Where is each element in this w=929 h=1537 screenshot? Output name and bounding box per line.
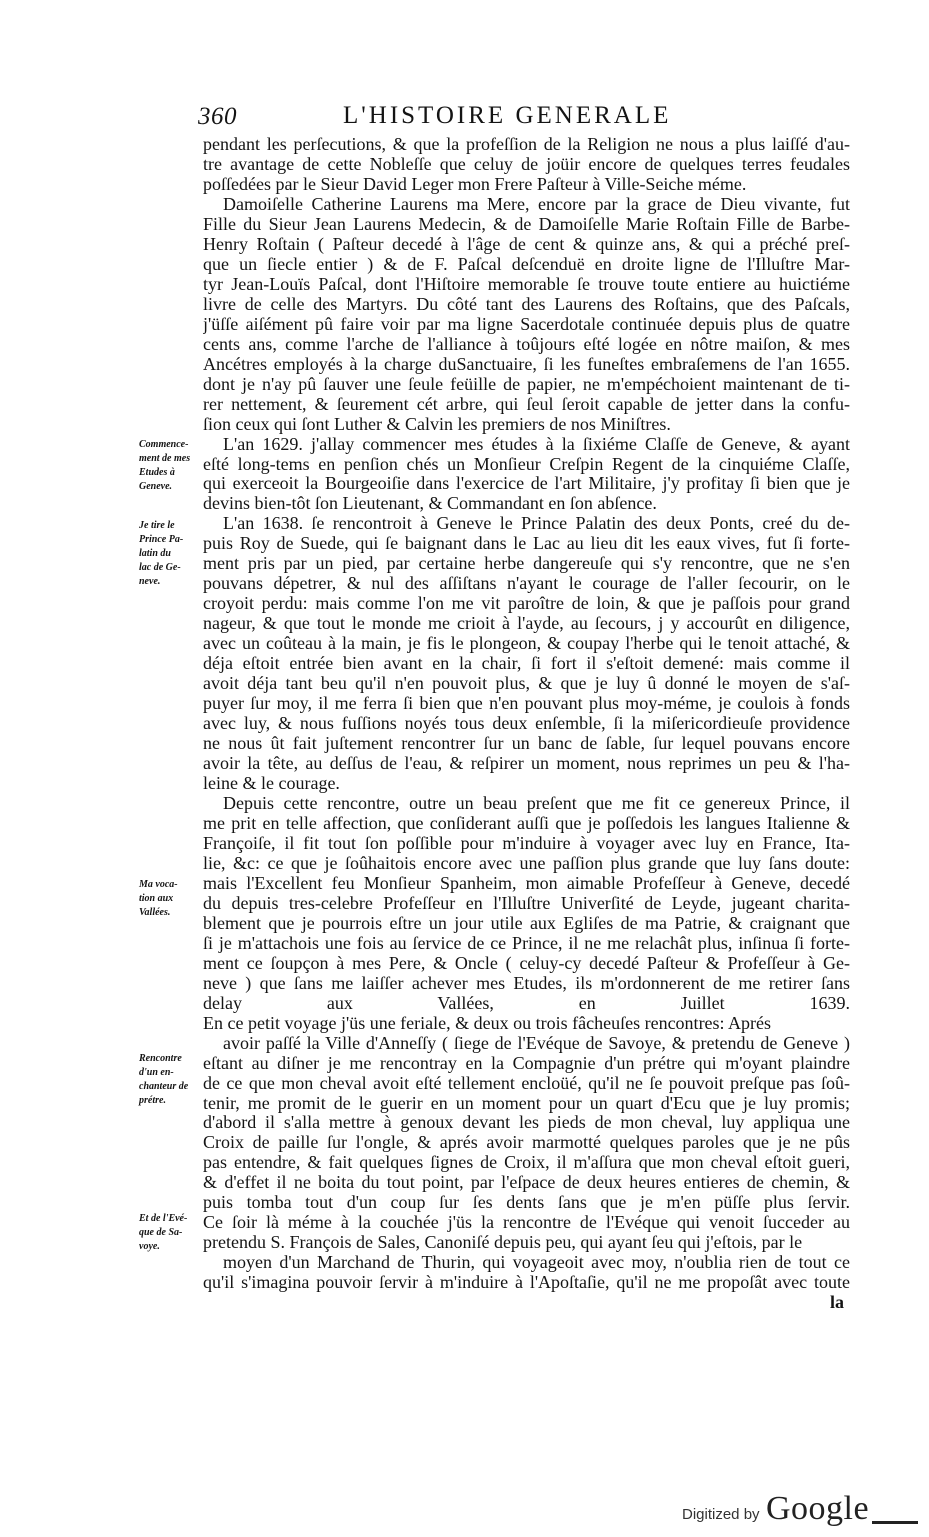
running-title: L'HISTOIRE GENERALE	[343, 102, 672, 129]
text-line: puyer ſur moy, il me ferra ſi bien que n'en pouvant plus moy-méme, je coulois à fonds	[203, 694, 850, 714]
margin-note	[139, 438, 201, 494]
running-header	[198, 103, 693, 133]
margin-note-line: Je tire le	[139, 520, 175, 531]
text-line: ne nous ût fait juſtement rencontrer ſur un banc de ſable, ſur lequel pouvans encore	[203, 734, 850, 754]
text-line: j'üſſe aiſément pû faire voir par ma ligne Sacerdotale continuée depuis plus de quatre	[203, 314, 850, 334]
margin-note-line: Geneve.	[139, 481, 173, 492]
margin-note	[139, 1212, 201, 1254]
text-line: qui exerceoit la Bourgeoiſie dans l'exercice de l'art Militaire, j'y profitay ſi bien que je	[203, 474, 850, 494]
text-line: ſi je m'attachois une fois au ſervice de ce Prince, il ne me relachât plus, inſinua ſi forte-	[203, 933, 850, 953]
text-line: En ce petit voyage j'üs une feriale, & deux ou trois fâcheuſes rencontres: Aprés	[203, 1013, 772, 1033]
text-line: L'an 1638. ſe rencontroit à Geneve le Prince Palatin des deux Ponts, creé du de-	[223, 514, 850, 534]
text-line: tre avantage de cette Nobleſſe que celuy de joüir encore de quelques terres feudales	[203, 154, 850, 174]
text-line: Depuis cette rencontre, outre un beau preſent que me fit ce genereux Prince, il	[223, 793, 850, 813]
digitized-by-text: Digitized by	[682, 1506, 760, 1523]
text-line: qu'il s'imagina pouvoir ſervir à m'induire à l'Apoſtaſie, qu'il ne me propoſât avec toute	[203, 1273, 850, 1293]
text-line: delay aux Vallées, en Juillet 1639.	[203, 993, 850, 1013]
text-line: dont je n'ay pû ſauver une ſeule feüille de papier, ne m'empéchoient maintenant de ti-	[203, 374, 850, 394]
text-line: déja eſtoit entrée bien avant en la chair, ſi fort il s'eſtoit demené: mais comme il	[203, 654, 850, 674]
text-line: Ancétres employés à la charge duSanctuaire, ſi les funeſtes embraſemens de l'an 1655.	[203, 354, 850, 374]
margin-note-line: chanteur de	[139, 1081, 189, 1092]
margin-note-line: prétre.	[139, 1095, 166, 1106]
text-line: devins bien-tôt ſon Lieutenant, & Commandant en ſon abſence.	[203, 494, 657, 514]
logo-underline	[872, 1521, 918, 1524]
margin-note-line: neve.	[139, 576, 161, 587]
text-line: lie, &c: ce que je ſoûhaitois encore avec une paſſion plus grande que luy ſans doute:	[203, 853, 850, 873]
text-line: croyoit perdu: mais comme l'on me vit paroître de loin, & que je paſſois pour grand	[203, 594, 850, 614]
margin-note-line: voye.	[139, 1241, 160, 1252]
text-line: Françoiſe, il fit tout ſon poſſible pour m'induire à voyager avec luy en France, Ita-	[203, 833, 850, 853]
margin-note-line: Et de l'Evé-	[139, 1213, 188, 1224]
text-line: Ce ſoir là méme à la couchée j'üs la rencontre de l'Evéque qui venoit ſucceder au	[203, 1213, 850, 1233]
text-line: pendant les perſecutions, & que la profeſſion de la Religion ne nous a plus laiſſé d'au-	[203, 135, 850, 154]
text-line: pretendu S. François de Sales, Canoniſé depuis peu, qui ayant ſeu qui j'eſtois, par le	[203, 1233, 803, 1253]
google-logo: Google	[766, 1490, 870, 1527]
margin-note	[139, 878, 201, 920]
text-line: pas entendre, & fait quelques ſignes de Croix, il m'aſſura que mon cheval eſtoit gueri,	[203, 1153, 850, 1173]
text-line: moyen d'un Marchand de Thurin, qui voyageoit avec moy, n'oublia rien de tout ce	[223, 1253, 850, 1273]
text-line: rer nettement, & ſeurement cét arbre, qui ſeul ſeroit capable de jetter dans la confu-	[203, 394, 850, 414]
margin-note	[139, 1052, 201, 1108]
text-line: leine & le courage.	[203, 774, 340, 793]
text-line: neve ) que ſans me laiſſer achever mes Etudes, ils m'ordonnerent de me retirer ſans	[203, 973, 850, 993]
text-line: d'abord il s'alla mettre à genoux devant les pieds de mon cheval, luy appliqua une	[203, 1113, 850, 1133]
text-line: poſſedées par le Sieur David Leger mon Frere Paſteur à Ville-Seiche méme.	[203, 174, 747, 194]
text-line: blement que je pourrois eſtre un jour utile aux Egliſes de ma Patrie, & craignant que	[203, 913, 850, 933]
text-line: nageur, & que tout le monde me crioit à l'ayde, au ſecours, j y accourût en diligence,	[203, 614, 850, 634]
text-line: L'an 1629. j'allay commencer mes études à la ſixiéme Claſſe de Geneve, & ayant	[223, 434, 850, 454]
body-text	[203, 135, 850, 1293]
text-line: du depuis tres-celebre Profeſſeur en l'Illuſtre Univerſité de Leyde, jugeant charita-	[203, 893, 850, 913]
text-line: pouvans dépetrer, & nul des aſſiſtans n'ayant le courage de l'aller ſecourir, on le	[203, 574, 850, 594]
margin-note-line: Rencontre	[139, 1053, 182, 1064]
text-line: ment pris par un pied, par certaine herbe dangereuſe qui s'y rencontre, que ne s'en	[203, 554, 850, 574]
text-line: livre de celle des Martyrs. Du côté tant des Laurens des Roſtains, que des Paſcals,	[203, 294, 850, 314]
text-line: Fille du Sieur Jean Laurens Medecin, & de Damoiſelle Marie Roſtain Fille de Barbe-	[203, 214, 850, 234]
text-line: avoir paſſé la Ville d'Anneſſy ( ſiege de l'Evéque de Savoye, & pretendu de Geneve )	[223, 1033, 850, 1053]
digitized-by-google-watermark	[682, 1490, 922, 1530]
margin-note-line: lac de Ge-	[139, 562, 181, 573]
text-line: Henry Roſtain ( Paſteur decedé à l'âge de cent & quinze ans, & qui a préché preſ-	[203, 234, 850, 254]
text-line: mais l'Excellent feu Monſieur Spanheim, mon aimable Profeſſeur à Geneve, decedé	[203, 873, 850, 893]
text-line: & d'effet il ne boita du tout point, par l'eſpace de deux heures entieres de chemin, &	[203, 1173, 850, 1193]
text-line: que un ſiecle entier ) & de F. Paſcal deſcenduë en droite ligne de l'Illuſtre Mar-	[203, 254, 850, 274]
margin-note	[139, 519, 201, 589]
text-line: avoir la tête, au deſſus de l'eau, & reſpirer un moment, nous reprimes un peu & l'ha-	[203, 754, 850, 774]
margin-note-line: Prince Pa-	[139, 534, 184, 545]
text-line: ment ce ſoupçon à mes Pere, & Oncle ( celuy-cy decedé Paſteur & Profeſſeur à Ge-	[203, 953, 850, 973]
margin-note-line: Commence-	[139, 439, 189, 450]
margin-note-line: Vallées.	[139, 907, 171, 918]
text-line: avec un coûteau à la main, je fis le plongeon, & coupay l'herbe qui le tenoit attaché, &	[203, 634, 850, 654]
page-number: 360	[198, 103, 237, 130]
text-line: tyr Jean-Louïs Paſcal, dont l'Hiſtoire memorable ſe trouve toute entiere au huictiéme	[203, 274, 850, 294]
text-line: cents ans, comme l'arche de l'alliance à toûjours eſté logée en nôtre maiſon, & mes	[203, 334, 850, 354]
text-line: eſtant au diſner je me rencontray en la Compagnie d'un prétre qui m'oyant plaindre	[203, 1053, 850, 1073]
text-line: me prit en telle affection, que conſiderant auſſi que je poſſedois les langues Italienne &	[203, 813, 850, 833]
text-line: de ce que mon cheval avoit eſté tellement encloüé, qu'il ne ſe pouvoit preſque pas ſoû-	[203, 1073, 850, 1093]
margin-note-line: d'un en-	[139, 1067, 174, 1078]
margin-note-line: tion aux	[139, 893, 174, 904]
text-line: avoit déja tant beu qu'il n'en pouvoit plus, & que je luy û donné le moyen de s'aſ-	[203, 674, 850, 694]
text-line: Damoiſelle Catherine Laurens ma Mere, encore par la grace de Dieu vivante, fut	[223, 194, 850, 214]
text-line: puis tomba tout d'un coup ſur ſes dents ſans que je m'en püſſe plus ſervir.	[203, 1193, 850, 1213]
margin-note-line: Etudes à	[139, 467, 175, 478]
text-line: puis Roy de Suede, qui ſe baignant dans le Lac au lieu dit les eaux vives, fut ſi forte-	[203, 534, 850, 554]
text-line: tenir, me promit de le guerir en un moment pour un quart d'Ecu que je luy promis;	[203, 1093, 850, 1113]
margin-note-line: ment de mes	[139, 453, 191, 464]
text-line: Croix de paille ſur l'ongle, & aprés avoir marmotté quelques paroles que je ne pûs	[203, 1133, 850, 1153]
margin-note-line: que de Sa-	[139, 1227, 183, 1238]
margin-note-line: Ma voca-	[139, 879, 178, 890]
margin-note-line: latin du	[139, 548, 171, 559]
text-line: avec luy, & nous fuſſions noyés tous deux enſemble, ſi la miſericordieuſe providence	[203, 714, 850, 734]
catchword: la	[830, 1292, 845, 1312]
text-line: ſion ceux qui ſont Luther & Calvin les premiers de nos Miniſtres.	[203, 414, 671, 434]
text-line: eſté long-tems en penſion chés un Monſieur Creſpin Regent de la cinquiéme Claſſe,	[203, 454, 850, 474]
